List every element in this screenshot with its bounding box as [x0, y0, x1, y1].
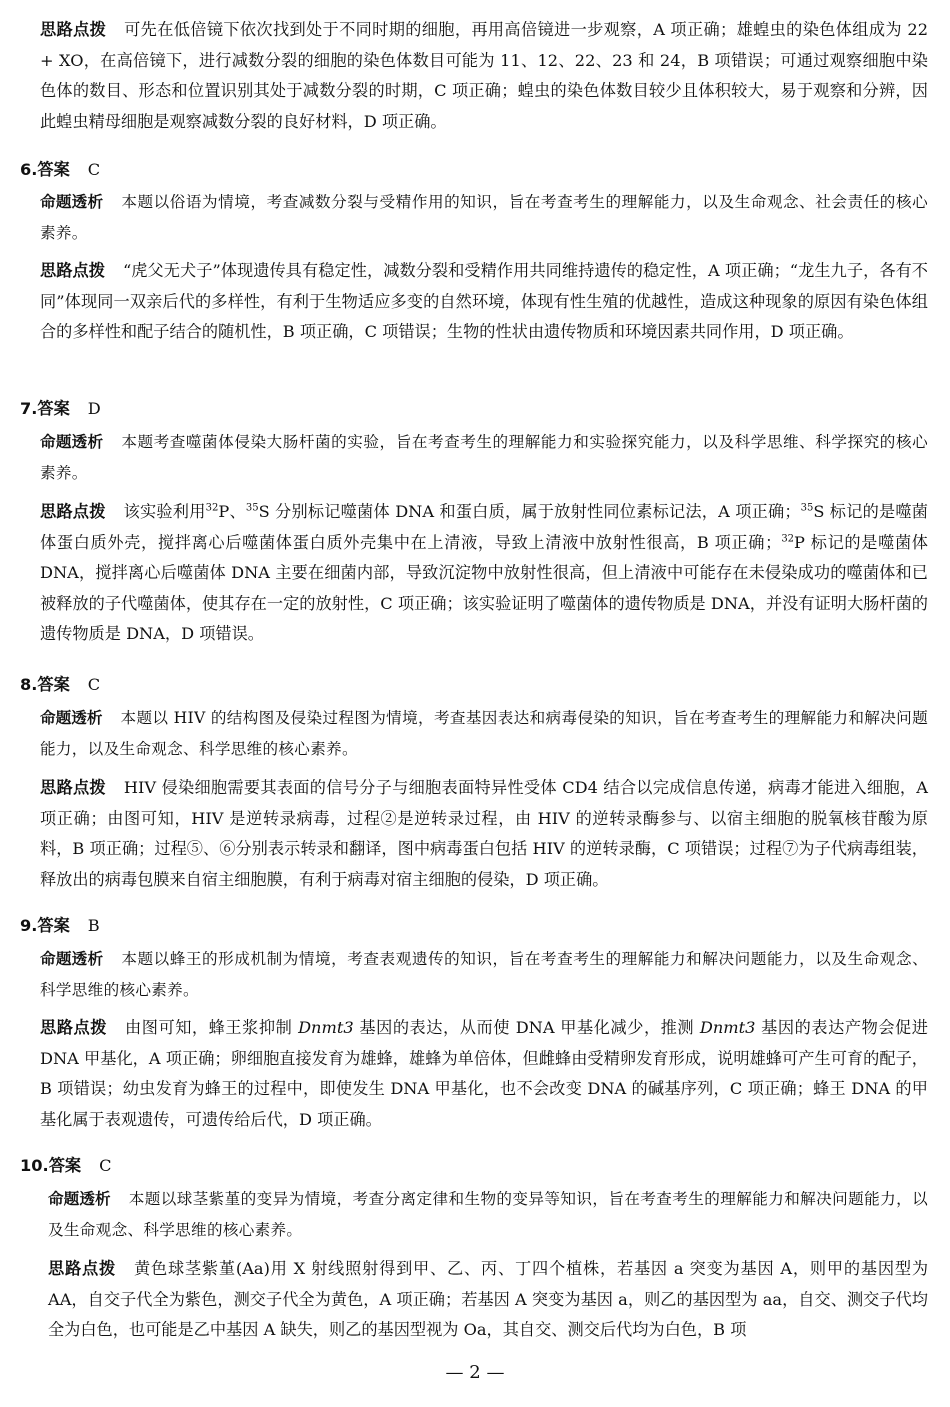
- q6-analysis-text: “虎父无犬子”体现遗传具有稳定性，减数分裂和受精作用共同维持遗传的稳定性，A 项正确；“龙生九子，各有不同”体现同一双亲后代的多样性，有利于生物适应多变的自然环境，体现有性生殖的优越性，造成这种现象的原因有染色体组合的多样性和配子结合的随机性，B 项正确，C 项错误；生物的性状由遗传物质和环境因素共同作用，D 项正确。: [40, 261, 928, 342]
- q7-answer: D: [87, 399, 101, 418]
- q7-analysis-a: 该实验利用: [123, 502, 206, 521]
- answer-label: 答案: [37, 399, 70, 418]
- q8-answer-line: [20, 670, 100, 700]
- q9-analysis-a: 由图可知，蜂王浆抑制: [124, 1018, 299, 1037]
- q8-number: 8.: [20, 675, 38, 694]
- answer-label: 答案: [48, 1156, 82, 1175]
- q7-analysis-b: P、: [218, 502, 246, 521]
- intent-label: 命题透析: [40, 709, 103, 727]
- analysis-label: 思路点拨: [40, 1018, 107, 1037]
- isotope-32-superscript: 32: [205, 502, 219, 514]
- q6-analysis: [40, 256, 928, 348]
- q8-analysis: [40, 773, 928, 895]
- intent-label: 命题透析: [40, 433, 104, 451]
- isotope-35-superscript: 35: [800, 502, 814, 514]
- q7-analysis-c: S 分别标记噬菌体 DNA 和蛋白质，属于放射性同位素标记法，A 项正确；: [258, 502, 801, 521]
- intent-label: 命题透析: [40, 950, 104, 968]
- gene-name: Dnmt3: [699, 1018, 756, 1037]
- q10-answer: C: [99, 1156, 112, 1175]
- q8-analysis-text: HIV 侵染细胞需要其表面的信号分子与细胞表面特异性受体 CD4 结合以完成信息传递，病毒才能进入细胞，A 项正确；由图可知，HIV 是逆转录病毒，过程②是逆转录过程，由 HIV 的逆转录酶参与、以宿主细胞的脱氧核苷酸为原料，B 项正确；过程⑤、⑥分别表示转录和翻译，图中病毒蛋白包括 HIV 的逆转录酶，C 项错误；过程⑦为子代病毒组装，释放出的病毒包膜来自宿主细胞膜，有利于病毒对宿主细胞的侵染，D 项正确。: [40, 778, 928, 889]
- q5-analysis-text: 可先在低倍镜下依次找到处于不同时期的细胞，再用高倍镜进一步观察，A 项正确；雄蝗虫的染色体组成为 22 + XO，在高倍镜下，进行减数分裂的细胞的染色体数目可能为 11、12、22、23 和 24，B 项错误；可通过观察细胞中染色体的数目、形态和位置识别其处于减数分裂的时期，C 项正确；蝗虫的染色体数目较少且体积较大，易于观察和分辨，因此蝗虫精母细胞是观察减数分裂的良好材料，D 项正确。: [40, 20, 928, 131]
- q10-answer-line: [20, 1151, 111, 1181]
- q9-answer-line: [20, 911, 100, 941]
- q6-number: 6.: [20, 160, 38, 179]
- q10-analysis-text: 黄色球茎紫堇(Aa)用 X 射线照射得到甲、乙、丙、丁四个植株，若基因 a 突变为基因 A，则甲的基因型为 AA，自交子代全为紫色，测交子代全为黄色，A 项正确；若基因 A 突变为基因 a，则乙的基因型为 aa，自交、测交子代均全为白色，也可能是乙中基因 A 缺失，则乙的基因型视为 Oa，其自交、测交后代均为白色，B 项: [48, 1259, 929, 1340]
- q8-intent-text: 本题以 HIV 的结构图及侵染过程图为情境，考查基因表达和病毒侵染的知识，旨在考查考生的理解能力和解决问题能力，以及生命观念、科学思维的核心素养。: [40, 709, 928, 758]
- q7-analysis-d: S 标记的是噬菌体蛋白质外壳，搅拌离心后噬菌体蛋白质外壳集中在上清液，导致上清液中放射性很高，B 项正确；: [40, 502, 928, 552]
- q9-number: 9.: [20, 916, 38, 935]
- q9-analysis-b: 基因的表达，从而使 DNA 甲基化减少，推测: [353, 1018, 700, 1037]
- q8-intent: [40, 703, 928, 764]
- isotope-32-superscript: 32: [781, 533, 795, 545]
- answer-label: 答案: [37, 160, 70, 179]
- q6-intent-text: 本题以俗语为情境，考查减数分裂与受精作用的知识，旨在考查考生的理解能力，以及生命观念、社会责任的核心素养。: [40, 193, 928, 242]
- q6-answer: C: [87, 160, 101, 179]
- analysis-label: 思路点拨: [48, 1259, 116, 1278]
- q6-intent: [40, 187, 928, 248]
- q9-analysis: [40, 1013, 928, 1135]
- q10-analysis: [48, 1254, 928, 1346]
- q9-intent: [40, 944, 928, 1005]
- q7-intent: [40, 427, 928, 488]
- q6-answer-line: [20, 155, 100, 185]
- answer-label: 答案: [37, 916, 70, 935]
- analysis-label: 思路点拨: [40, 778, 106, 797]
- gene-name: Dnmt3: [298, 1018, 354, 1037]
- q7-analysis: [40, 497, 928, 650]
- q7-answer-line: [20, 394, 101, 424]
- answer-label: 答案: [37, 675, 70, 694]
- q10-intent-text: 本题以球茎紫堇的变异为情境，考查分离定律和生物的变异等知识，旨在考查考生的理解能力和解决问题能力，以及生命观念、科学思维的核心素养。: [48, 1190, 928, 1239]
- q5-analysis: [40, 15, 928, 137]
- q7-analysis-e: P 标记的是噬菌体 DNA，搅拌离心后噬菌体 DNA 主要在细菌内部，导致沉淀物中放射性很高，但上清液中可能存在未侵染成功的噬菌体和已被释放的子代噬菌体，使其存在一定的放射性，C 项正确；该实验证明了噬菌体的遗传物质是 DNA，并没有证明大肠杆菌的遗传物质是 DNA，D 项错误。: [40, 532, 928, 644]
- analysis-label: 思路点拨: [40, 261, 105, 280]
- q9-answer: B: [87, 916, 100, 935]
- page-number: — 2 —: [445, 1362, 505, 1383]
- q10-number: 10.: [20, 1156, 49, 1175]
- analysis-label: 思路点拨: [40, 20, 107, 39]
- q9-analysis-c: 基因的表达产物会促进 DNA 甲基化，A 项正确；卵细胞直接发育为雄蜂，雄蜂为单倍体，但雌蜂由受精卵发育形成，说明雄蜂可产生可育的配子，B 项错误；幼虫发育为蜂王的过程中，即使发生 DNA 甲基化，也不会改变 DNA 的碱基序列，C 项正确；蜂王 DNA 的甲基化属于表观遗传，可遗传给后代，D 项正确。: [40, 1018, 928, 1129]
- q7-intent-text: 本题考查噬菌体侵染大肠杆菌的实验，旨在考查考生的理解能力和实验探究能力，以及科学思维、科学探究的核心素养。: [40, 433, 928, 482]
- q9-intent-text: 本题以蜂王的形成机制为情境，考查表观遗传的知识，旨在考查考生的理解能力和解决问题能力，以及生命观念、科学思维的核心素养。: [40, 950, 928, 999]
- analysis-label: 思路点拨: [40, 502, 106, 521]
- intent-label: 命题透析: [48, 1190, 111, 1208]
- q10-intent: [48, 1184, 928, 1245]
- q8-answer: C: [87, 675, 101, 694]
- isotope-35-superscript: 35: [245, 502, 259, 514]
- intent-label: 命题透析: [40, 193, 104, 211]
- q7-number: 7.: [20, 399, 38, 418]
